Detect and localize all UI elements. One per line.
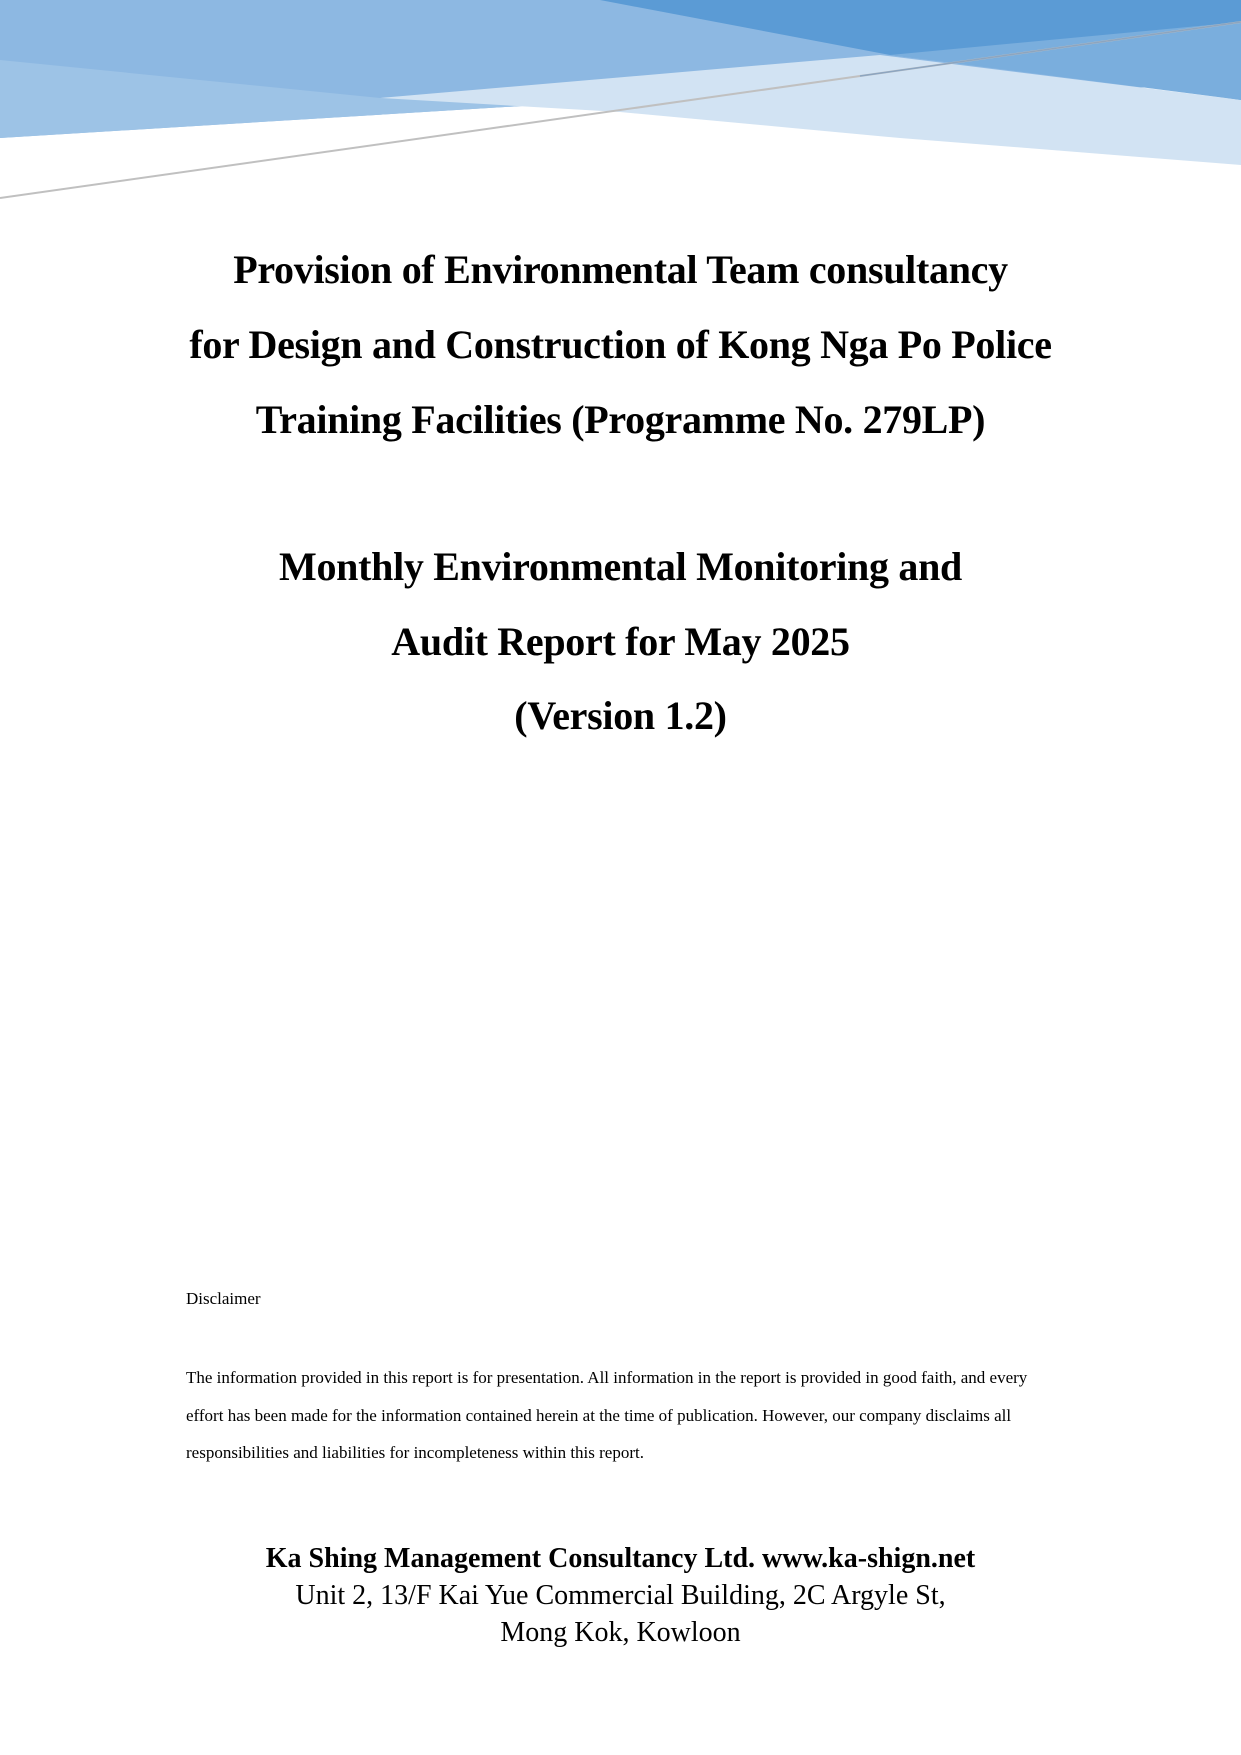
company-name: Ka Shing Management Consultancy Ltd. www.ka-shign.net	[265, 1543, 976, 1574]
company-address-line-2: Mong Kok, Kowloon	[500, 1617, 741, 1648]
company-address-line-1: Unit 2, 13/F Kai Yue Commercial Building, 2C Argyle St,	[295, 1580, 946, 1611]
subtitle-version: (Version 1.2)	[514, 693, 727, 738]
disclaimer-line-3: responsibilities and liabilities for incompleteness within this report.	[186, 1443, 644, 1462]
header-banner-graphic	[0, 0, 1241, 210]
title-line-3: Training Facilities (Programme No. 279LP)	[255, 397, 986, 442]
subtitle-line-1: Monthly Environmental Monitoring and	[279, 544, 962, 589]
disclaimer-heading: Disclaimer	[186, 1289, 261, 1308]
title-line-1: Provision of Environmental Team consultancy	[233, 247, 1008, 292]
disclaimer-body	[186, 1359, 1126, 1472]
disclaimer-line-1: The information provided in this report is for presentation. All information in the report is provided in good faith, and every	[186, 1368, 1028, 1387]
company-footer	[0, 1540, 1241, 1651]
disclaimer-line-2: effort has been made for the information contained herein at the time of publication. However, our company disclaims all	[186, 1405, 1012, 1425]
subtitle-line-2: Audit Report for May 2025	[391, 619, 850, 664]
title-line-2: for Design and Construction of Kong Nga Po Police	[189, 322, 1052, 367]
